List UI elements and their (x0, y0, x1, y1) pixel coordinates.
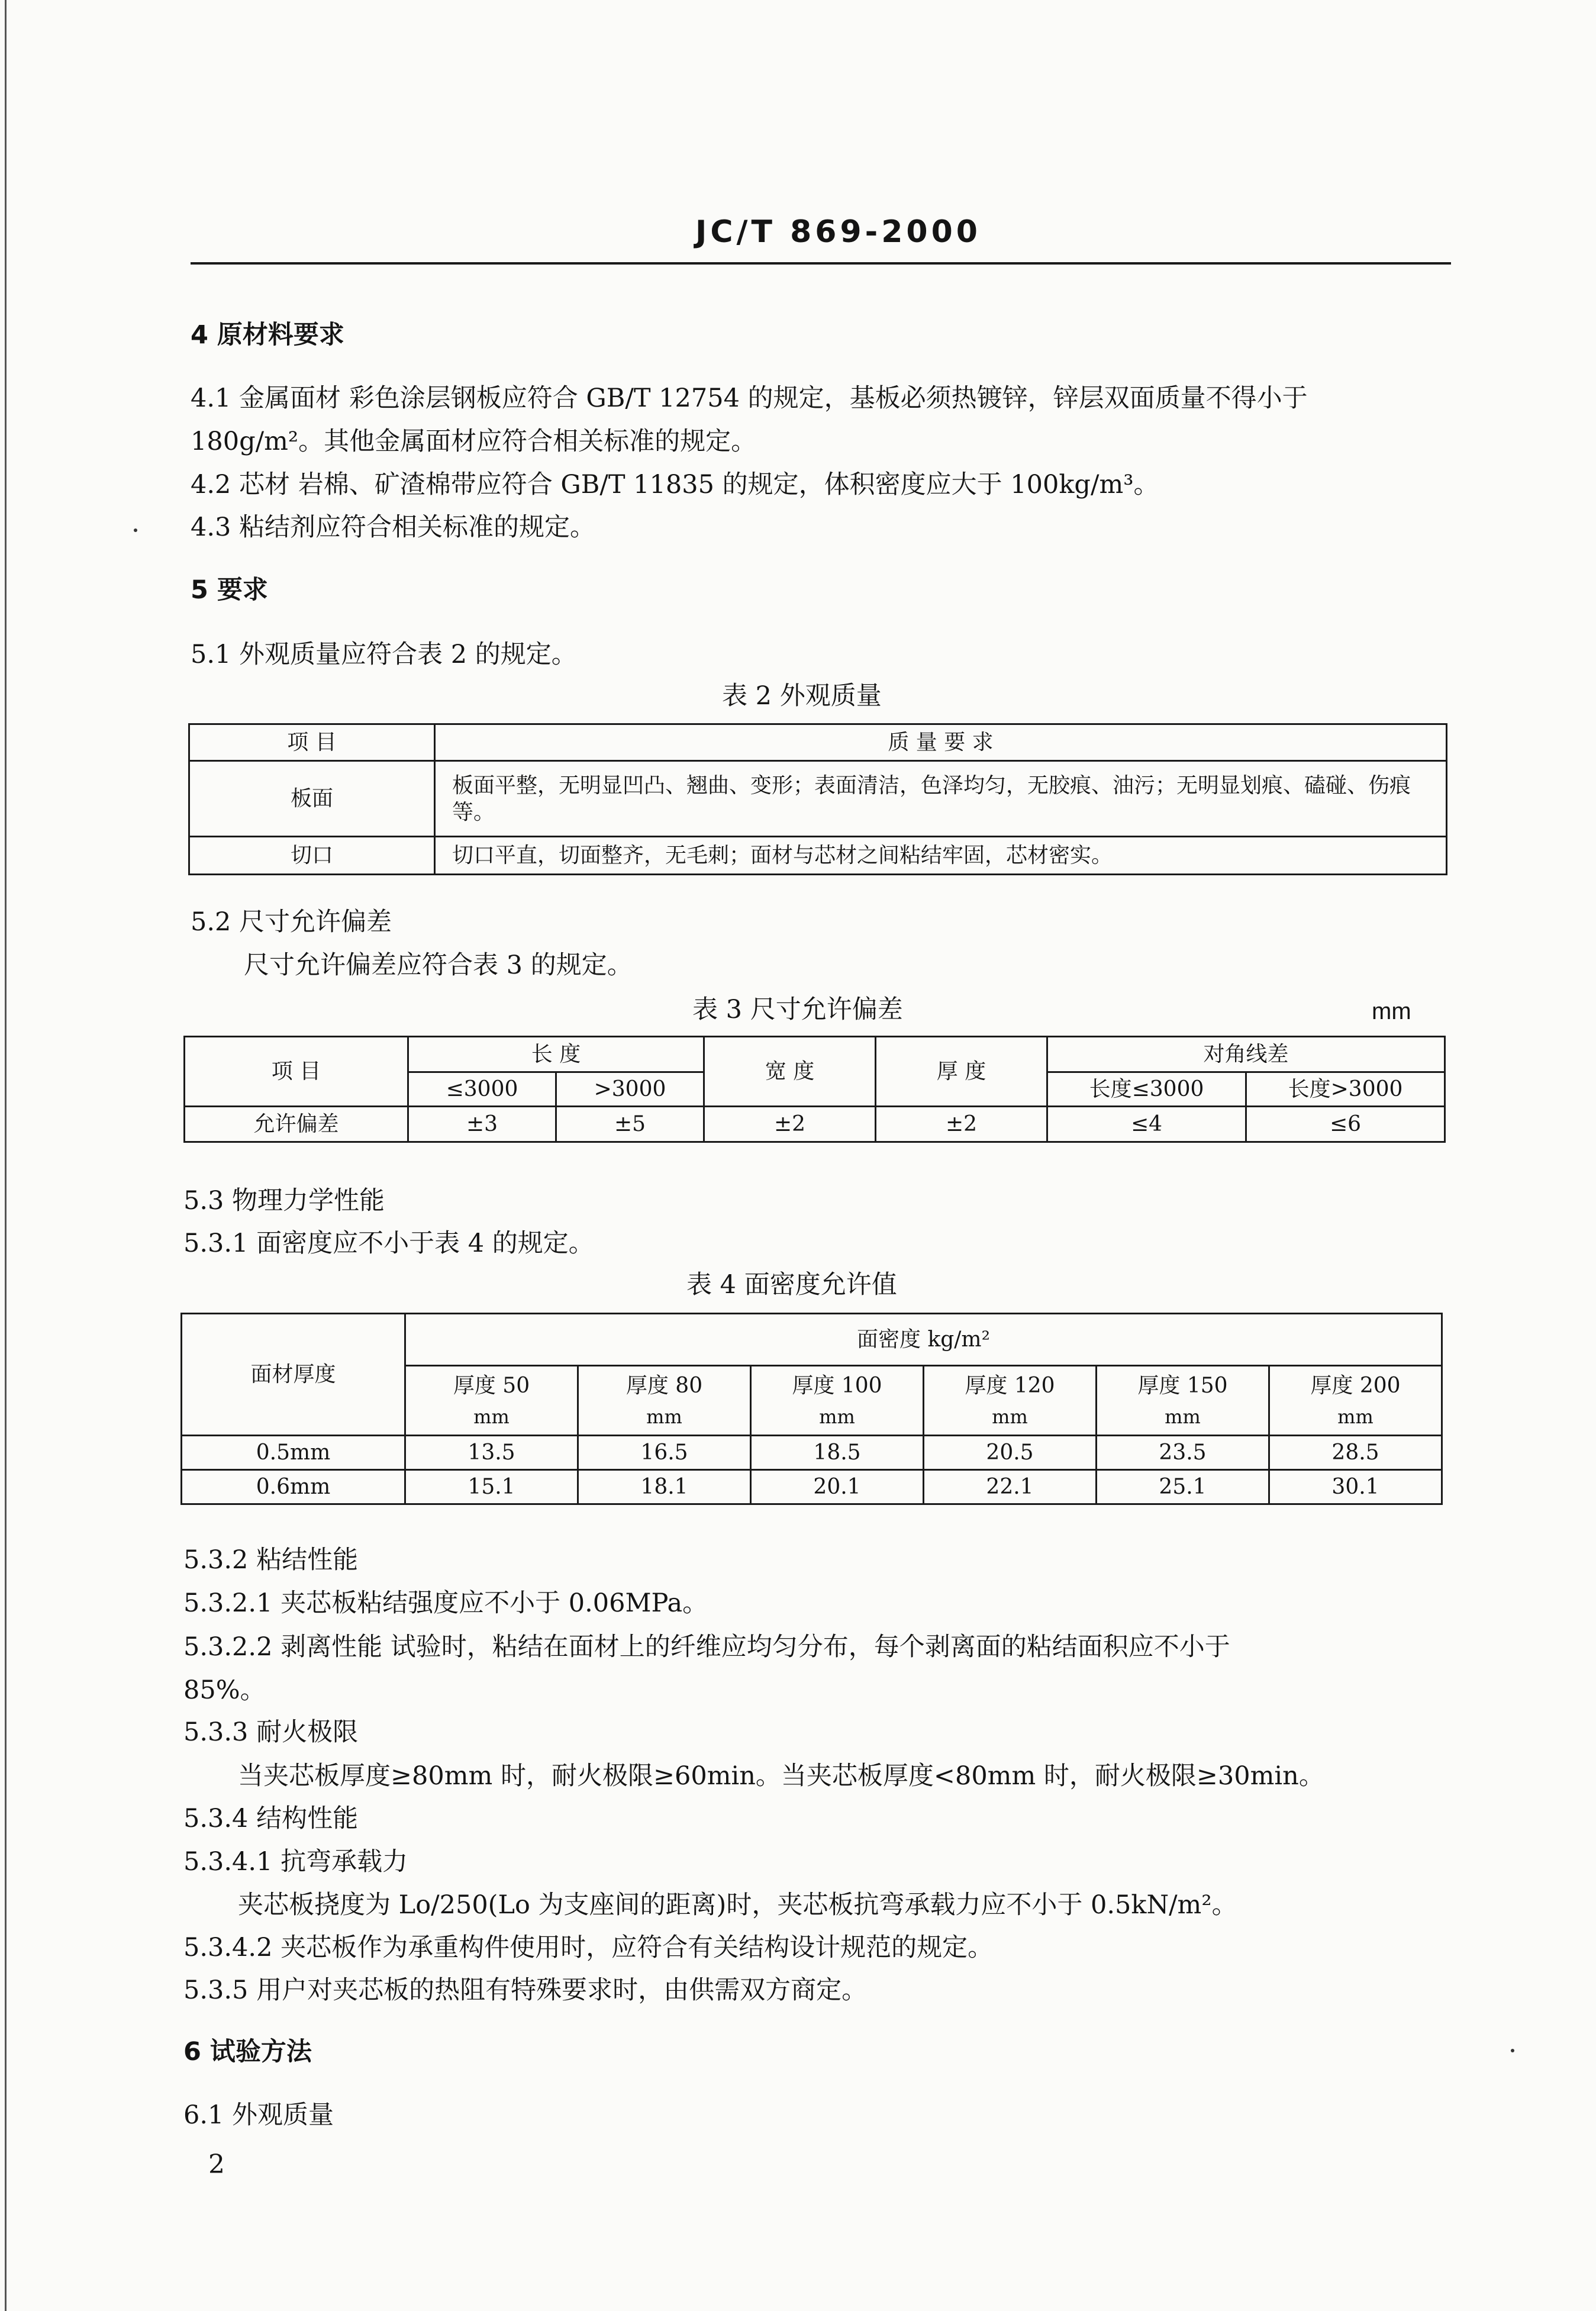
table-4-value: 18.5 (751, 1436, 924, 1470)
table-2-item: 板面 (189, 761, 435, 837)
clause-4-1-line-1: 4.1 金属面材 彩色涂层钢板应符合 GB/T 12754 的规定，基板必须热镀锌，锌层双面质量不得小于 (191, 383, 1308, 413)
table-row (189, 837, 1447, 875)
table-3-width-header: 宽 度 (704, 1037, 876, 1107)
clause-4-1-line-2: 180g/m²。其他金属面材应符合相关标准的规定。 (191, 427, 757, 456)
table-3-row-label: 允许偏差 (185, 1107, 408, 1142)
table-4-value: 15.1 (405, 1470, 578, 1504)
table-4-value: 18.1 (578, 1470, 751, 1504)
clause-5-3-2-1: 5.3.2.1 夹芯板粘结强度应不小于 0.06MPa。 (183, 1588, 708, 1618)
table-4-row-header: 面材厚度 (182, 1314, 405, 1436)
clause-5-3-2-heading: 5.3.2 粘结性能 (183, 1545, 359, 1575)
table-4-value: 13.5 (405, 1436, 578, 1470)
section-4-heading: 4 原材料要求 (191, 320, 344, 350)
clause-5-3-4-1-heading: 5.3.4.1 抗弯承载力 (183, 1847, 408, 1877)
table-3-header-row (185, 1037, 1445, 1072)
table-3-caption: 表 3 尺寸允许偏差 (692, 995, 903, 1024)
table-3-value: ±2 (876, 1107, 1047, 1142)
table-row (182, 1436, 1442, 1470)
table-2-header-row (189, 724, 1447, 761)
table-2-header-requirement: 质 量 要 求 (435, 724, 1447, 761)
table-4-value: 20.5 (924, 1436, 1097, 1470)
table-3-sub-diag-le: 长度≤3000 (1047, 1072, 1246, 1107)
table-4-column-header: 厚度 200 mm (1269, 1366, 1442, 1436)
table-4-value: 16.5 (578, 1436, 751, 1470)
table-4-value: 22.1 (924, 1470, 1097, 1504)
table-3-item-header: 项 目 (185, 1037, 408, 1107)
table-3-length-header: 长 度 (408, 1037, 704, 1072)
clause-5-3-4-1-text: 夹芯板挠度为 Lo/250(Lo 为支座间的距离)时，夹芯板抗弯承载力应不小于 0.5kN/m²。 (238, 1890, 1237, 1920)
clause-5-3-2-2-line-2: 85%。 (183, 1675, 266, 1705)
table-row (185, 1107, 1445, 1142)
table-2-caption: 表 2 外观质量 (722, 681, 882, 711)
table-4-column-header: 厚度 150 mm (1097, 1366, 1269, 1436)
table-4-group-header: 面密度 kg/m² (405, 1314, 1442, 1366)
table-3-value: ±3 (408, 1107, 556, 1142)
section-5-heading: 5 要求 (191, 575, 268, 605)
table-3-thickness-header: 厚 度 (876, 1037, 1047, 1107)
clause-5-3-4-2: 5.3.4.2 夹芯板作为承重构件使用时，应符合有关结构设计规范的规定。 (183, 1933, 994, 1962)
table-3-value: ≤4 (1047, 1107, 1246, 1142)
clause-5-2-heading: 5.2 尺寸允许偏差 (191, 907, 392, 937)
table-4-value: 28.5 (1269, 1436, 1442, 1470)
clause-5-3-1: 5.3.1 面密度应不小于表 4 的规定。 (183, 1229, 594, 1258)
clause-5-1: 5.1 外观质量应符合表 2 的规定。 (191, 640, 577, 669)
header-rule (191, 262, 1451, 265)
table-4-value: 25.1 (1097, 1470, 1269, 1504)
table-3-value: ±2 (704, 1107, 876, 1142)
table-3-sub-diag-gt: 长度>3000 (1246, 1072, 1445, 1107)
clause-5-3-2-2-line-1: 5.3.2.2 剥离性能 试验时，粘结在面材上的纤维应均匀分布，每个剥离面的粘结面积应不小于 (183, 1632, 1230, 1662)
standard-number: JC/T 869-2000 (695, 214, 981, 250)
table-4-caption: 表 4 面密度允许值 (686, 1270, 897, 1300)
table-4-value: 23.5 (1097, 1436, 1269, 1470)
clause-4-3: 4.3 粘结剂应符合相关标准的规定。 (191, 513, 596, 542)
clause-5-3-3-text: 当夹芯板厚度≥80mm 时，耐火极限≥60min。当夹芯板厚度<80mm 时，耐火极限≥30min。 (238, 1761, 1324, 1791)
page-edge-rule (5, 0, 7, 2311)
table-3-sub-length-gt: >3000 (556, 1072, 704, 1107)
clause-5-3-heading: 5.3 物理力学性能 (183, 1186, 385, 1216)
table-3-unit: mm (1372, 998, 1411, 1024)
table-4-column-header: 厚度 100 mm (751, 1366, 924, 1436)
table-4-value: 20.1 (751, 1470, 924, 1504)
table-3-diagonal-header: 对角线差 (1047, 1037, 1445, 1072)
table-4-column-header: 厚度 120 mm (924, 1366, 1097, 1436)
table-2-requirement: 切口平直，切面整齐，无毛刺；面材与芯材之间粘结牢固，芯材密实。 (435, 837, 1447, 875)
scan-speck (1511, 2049, 1514, 2052)
clause-5-3-3-heading: 5.3.3 耐火极限 (183, 1717, 359, 1747)
table-4-column-header: 厚度 80 mm (578, 1366, 751, 1436)
clause-5-3-5: 5.3.5 用户对夹芯板的热阻有特殊要求时，由供需双方商定。 (183, 1975, 868, 2005)
section-6-heading: 6 试验方法 (183, 2037, 312, 2067)
clause-5-2-text: 尺寸允许偏差应符合表 3 的规定。 (244, 950, 633, 980)
table-4-row-label: 0.6mm (182, 1470, 405, 1504)
table-2-requirement: 板面平整，无明显凹凸、翘曲、变形；表面清洁，色泽均匀，无胶痕、油污；无明显划痕、磕碰、伤痕等。 (435, 761, 1447, 837)
table-4-row-label: 0.5mm (182, 1436, 405, 1470)
table-4 (180, 1313, 1443, 1505)
table-3-sub-length-le: ≤3000 (408, 1072, 556, 1107)
scan-speck (134, 528, 137, 532)
table-2-header-item: 项 目 (189, 724, 435, 761)
table-4-value: 30.1 (1269, 1470, 1442, 1504)
table-2 (188, 723, 1447, 875)
clause-6-1: 6.1 外观质量 (183, 2100, 334, 2130)
table-3 (183, 1036, 1446, 1143)
clause-4-2: 4.2 芯材 岩棉、矿渣棉带应符合 GB/T 11835 的规定，体积密度应大于 100kg/m³。 (191, 470, 1159, 499)
table-3-value: ≤6 (1246, 1107, 1445, 1142)
table-row (189, 761, 1447, 837)
table-2-item: 切口 (189, 837, 435, 875)
table-row (182, 1470, 1442, 1504)
table-3-value: ±5 (556, 1107, 704, 1142)
page-number: 2 (208, 2149, 225, 2180)
table-4-header-row (182, 1314, 1442, 1366)
clause-5-3-4-heading: 5.3.4 结构性能 (183, 1804, 359, 1833)
table-4-column-header: 厚度 50 mm (405, 1366, 578, 1436)
